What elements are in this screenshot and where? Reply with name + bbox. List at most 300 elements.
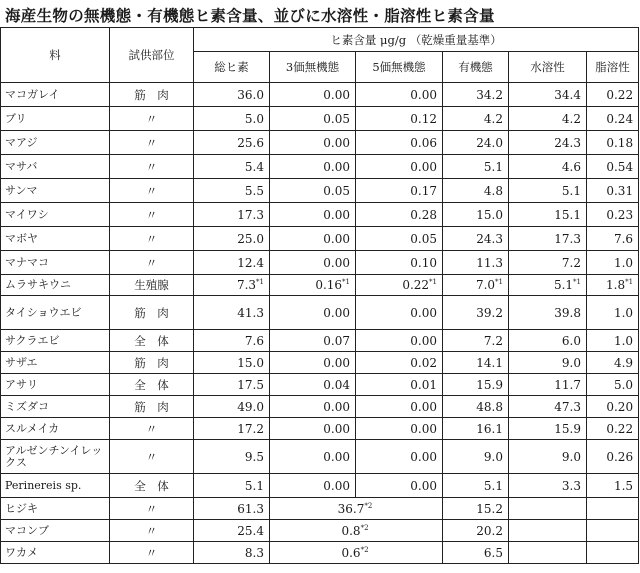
value: 0.24 bbox=[606, 111, 634, 126]
value: 0.16 bbox=[315, 278, 343, 292]
empty-cell bbox=[509, 542, 587, 564]
value: 34.2 bbox=[476, 87, 503, 102]
table-row bbox=[1, 275, 639, 296]
value-cell bbox=[194, 520, 270, 542]
value-cell bbox=[443, 418, 509, 440]
value: 4.8 bbox=[483, 183, 503, 198]
value: 11.3 bbox=[476, 255, 503, 270]
value-cell bbox=[356, 296, 443, 330]
value: 24.3 bbox=[554, 135, 581, 150]
row-name: マイワシ bbox=[1, 203, 110, 227]
value-cell bbox=[509, 107, 587, 131]
table-row bbox=[1, 440, 639, 474]
value: 1.0 bbox=[613, 255, 634, 270]
value-cell bbox=[356, 418, 443, 440]
value: 47.3 bbox=[554, 399, 581, 414]
value-cell bbox=[587, 440, 639, 474]
value-cell bbox=[270, 440, 356, 474]
row-name: アサリ bbox=[1, 374, 110, 396]
value-cell bbox=[509, 275, 587, 296]
header-part: 試供部位 bbox=[110, 28, 194, 83]
value: 15.1 bbox=[554, 207, 581, 222]
empty-cell bbox=[587, 520, 639, 542]
value-cell bbox=[194, 107, 270, 131]
value-cell bbox=[443, 396, 509, 418]
value: 0.06 bbox=[410, 135, 437, 150]
value: 16.1 bbox=[476, 421, 503, 436]
value: 5.5 bbox=[244, 183, 264, 198]
footnote-mark: *1 bbox=[495, 278, 503, 286]
table-row bbox=[1, 107, 639, 131]
footnote-mark: *1 bbox=[429, 278, 437, 286]
table-row bbox=[1, 418, 639, 440]
value-cell bbox=[509, 330, 587, 352]
value: 5.1 bbox=[561, 183, 581, 198]
value: 15.2 bbox=[476, 501, 503, 516]
value-cell bbox=[587, 418, 639, 440]
value: 6.5 bbox=[483, 545, 503, 560]
value-cell bbox=[587, 203, 639, 227]
value-cell bbox=[194, 498, 270, 520]
value-cell bbox=[194, 227, 270, 251]
table-row bbox=[1, 352, 639, 374]
footnote-mark: *2 bbox=[360, 545, 369, 554]
table-body bbox=[1, 83, 639, 564]
value: 7.3 bbox=[236, 278, 257, 292]
value: 7.2 bbox=[483, 333, 503, 348]
value-cell bbox=[509, 374, 587, 396]
value-cell bbox=[356, 203, 443, 227]
value-cell bbox=[443, 227, 509, 251]
empty-cell bbox=[587, 542, 639, 564]
value: 0.00 bbox=[410, 333, 437, 348]
row-name: ヒジキ bbox=[1, 498, 110, 520]
value: 12.4 bbox=[237, 255, 264, 270]
value: 0.8 bbox=[341, 523, 361, 538]
value: 34.4 bbox=[554, 87, 581, 102]
value-cell bbox=[509, 203, 587, 227]
value: 24.0 bbox=[476, 135, 503, 150]
value: 25.0 bbox=[237, 231, 264, 246]
value-cell bbox=[194, 203, 270, 227]
value: 5.1 bbox=[483, 478, 503, 493]
value: 0.28 bbox=[410, 207, 437, 222]
value-cell bbox=[270, 155, 356, 179]
value-cell bbox=[270, 227, 356, 251]
value: 0.00 bbox=[323, 159, 350, 174]
value-cell bbox=[587, 296, 639, 330]
value-cell bbox=[270, 251, 356, 275]
value: 0.00 bbox=[323, 449, 350, 464]
row-name: アルゼンチンイレックス bbox=[1, 440, 110, 474]
value: 0.07 bbox=[323, 333, 350, 348]
row-part: 全 体 bbox=[110, 474, 194, 498]
empty-cell bbox=[509, 498, 587, 520]
table-row bbox=[1, 227, 639, 251]
value: 7.6 bbox=[244, 333, 264, 348]
value: 9.0 bbox=[561, 449, 581, 464]
value-cell bbox=[509, 131, 587, 155]
value: 1.5 bbox=[613, 478, 634, 493]
header-arsenic-group: ヒ素含量 μg/g （乾燥重量基準） bbox=[194, 28, 639, 52]
value: 0.00 bbox=[410, 421, 437, 436]
value-cell bbox=[443, 296, 509, 330]
value: 36.0 bbox=[237, 87, 264, 102]
value: 0.17 bbox=[410, 183, 437, 198]
value-cell bbox=[194, 396, 270, 418]
row-name: マボヤ bbox=[1, 227, 110, 251]
value: 0.20 bbox=[606, 399, 634, 414]
row-part: 〃 bbox=[110, 131, 194, 155]
value: 9.5 bbox=[244, 449, 264, 464]
value: 24.3 bbox=[476, 231, 503, 246]
value-cell bbox=[194, 155, 270, 179]
value-cell bbox=[509, 418, 587, 440]
value-cell bbox=[356, 155, 443, 179]
value-cell bbox=[194, 83, 270, 107]
value-cell bbox=[443, 542, 509, 564]
value-cell bbox=[443, 275, 509, 296]
value-cell bbox=[509, 155, 587, 179]
value: 0.18 bbox=[606, 135, 634, 150]
table-row bbox=[1, 155, 639, 179]
value-cell bbox=[356, 374, 443, 396]
value: 15.9 bbox=[476, 377, 503, 392]
value-cell bbox=[270, 83, 356, 107]
value: 0.00 bbox=[323, 421, 350, 436]
value-cell bbox=[194, 330, 270, 352]
value-cell bbox=[509, 296, 587, 330]
value: 20.2 bbox=[476, 523, 503, 538]
value-cell bbox=[587, 179, 639, 203]
value: 7.2 bbox=[561, 255, 581, 270]
value: 39.2 bbox=[476, 305, 503, 320]
value-cell bbox=[356, 131, 443, 155]
value: 15.9 bbox=[554, 421, 581, 436]
value-cell bbox=[194, 440, 270, 474]
table-row bbox=[1, 203, 639, 227]
value: 17.2 bbox=[237, 421, 264, 436]
value-cell bbox=[443, 83, 509, 107]
footnote-mark: *2 bbox=[364, 501, 373, 510]
row-part: 〃 bbox=[110, 203, 194, 227]
row-part: 全 体 bbox=[110, 330, 194, 352]
value-cell bbox=[443, 330, 509, 352]
value-cell bbox=[194, 542, 270, 564]
value-cell bbox=[356, 107, 443, 131]
table-row bbox=[1, 474, 639, 498]
row-part: 全 体 bbox=[110, 374, 194, 396]
value-cell bbox=[270, 107, 356, 131]
header-material: 料 bbox=[1, 28, 110, 83]
value: 0.22 bbox=[402, 278, 430, 292]
value: 0.00 bbox=[323, 87, 350, 102]
value: 0.00 bbox=[323, 305, 350, 320]
row-part: 筋 肉 bbox=[110, 396, 194, 418]
value-cell bbox=[587, 474, 639, 498]
value-cell bbox=[443, 440, 509, 474]
row-part: 〃 bbox=[110, 107, 194, 131]
row-part: 〃 bbox=[110, 542, 194, 564]
value-cell bbox=[587, 155, 639, 179]
value-cell bbox=[587, 396, 639, 418]
value: 49.0 bbox=[237, 399, 264, 414]
row-part: 〃 bbox=[110, 418, 194, 440]
table-row bbox=[1, 296, 639, 330]
value-cell bbox=[443, 155, 509, 179]
value-cell bbox=[356, 440, 443, 474]
value: 0.00 bbox=[323, 399, 350, 414]
value-cell bbox=[270, 396, 356, 418]
value-cell bbox=[587, 352, 639, 374]
table-row bbox=[1, 498, 639, 520]
header-col: 3価無機態 bbox=[270, 52, 356, 83]
value: 0.22 bbox=[606, 87, 634, 102]
value-cell bbox=[270, 131, 356, 155]
table-row bbox=[1, 396, 639, 418]
value: 0.10 bbox=[410, 255, 437, 270]
value: 0.00 bbox=[323, 135, 350, 150]
table-row bbox=[1, 330, 639, 352]
value-cell bbox=[443, 179, 509, 203]
value: 0.05 bbox=[323, 183, 350, 198]
value-cell bbox=[356, 227, 443, 251]
value-cell bbox=[194, 296, 270, 330]
table-row bbox=[1, 131, 639, 155]
value: 48.8 bbox=[476, 399, 503, 414]
empty-cell bbox=[509, 520, 587, 542]
value-cell bbox=[509, 396, 587, 418]
row-name: ムラサキウニ bbox=[1, 275, 110, 296]
table-row bbox=[1, 179, 639, 203]
value: 11.7 bbox=[554, 377, 581, 392]
value-cell bbox=[587, 330, 639, 352]
table-row bbox=[1, 374, 639, 396]
value-cell bbox=[270, 474, 356, 498]
row-name: サクラエビ bbox=[1, 330, 110, 352]
row-part: 筋 肉 bbox=[110, 296, 194, 330]
row-name: マコンブ bbox=[1, 520, 110, 542]
value: 0.00 bbox=[410, 159, 437, 174]
value-cell bbox=[587, 374, 639, 396]
inorganic-merged-cell bbox=[270, 498, 443, 520]
value: 3.3 bbox=[561, 478, 581, 493]
value: 1.8 bbox=[606, 278, 626, 292]
value: 0.22 bbox=[606, 421, 634, 436]
value-cell bbox=[443, 251, 509, 275]
header-col: 水溶性 bbox=[509, 52, 587, 83]
value: 17.5 bbox=[237, 377, 264, 392]
value-cell bbox=[356, 275, 443, 296]
value: 39.8 bbox=[554, 305, 581, 320]
value: 0.05 bbox=[323, 111, 350, 126]
row-part: 〃 bbox=[110, 520, 194, 542]
value-cell bbox=[356, 352, 443, 374]
value-cell bbox=[270, 275, 356, 296]
value-cell bbox=[194, 418, 270, 440]
value: 5.4 bbox=[244, 159, 264, 174]
header-col: 5価無機態 bbox=[356, 52, 443, 83]
value-cell bbox=[587, 131, 639, 155]
row-name: Perinereis sp. bbox=[1, 474, 110, 498]
value: 25.4 bbox=[237, 523, 264, 538]
value-cell bbox=[509, 227, 587, 251]
row-part: 〃 bbox=[110, 440, 194, 474]
row-name: スルメイカ bbox=[1, 418, 110, 440]
value-cell bbox=[443, 131, 509, 155]
row-part: 〃 bbox=[110, 155, 194, 179]
value-cell bbox=[509, 179, 587, 203]
row-name: サザエ bbox=[1, 352, 110, 374]
value-cell bbox=[270, 330, 356, 352]
footnote-mark: *1 bbox=[625, 278, 634, 286]
value: 0.05 bbox=[410, 231, 437, 246]
value-cell bbox=[587, 227, 639, 251]
value: 0.12 bbox=[410, 111, 437, 126]
value: 41.3 bbox=[237, 305, 264, 320]
value: 7.6 bbox=[613, 231, 634, 246]
value: 25.6 bbox=[237, 135, 264, 150]
value: 0.26 bbox=[606, 449, 634, 464]
row-part: 生殖腺 bbox=[110, 275, 194, 296]
row-part: 〃 bbox=[110, 227, 194, 251]
value-cell bbox=[443, 520, 509, 542]
value-cell bbox=[194, 352, 270, 374]
value: 5.1 bbox=[244, 478, 264, 493]
value-cell bbox=[194, 179, 270, 203]
value-cell bbox=[356, 179, 443, 203]
inorganic-merged-cell bbox=[270, 542, 443, 564]
row-name: サンマ bbox=[1, 179, 110, 203]
value-cell bbox=[509, 352, 587, 374]
value-cell bbox=[194, 251, 270, 275]
value: 4.2 bbox=[483, 111, 503, 126]
table-row bbox=[1, 251, 639, 275]
value: 0.04 bbox=[323, 377, 350, 392]
page-title: 海産生物の無機態・有機態ヒ素含量、並びに水溶性・脂溶性ヒ素含量 bbox=[5, 6, 495, 25]
value: 17.3 bbox=[554, 231, 581, 246]
footnote-mark: *2 bbox=[360, 523, 369, 532]
footnote-mark: *1 bbox=[342, 278, 350, 286]
row-name: マナマコ bbox=[1, 251, 110, 275]
value-cell bbox=[194, 474, 270, 498]
value-cell bbox=[194, 275, 270, 296]
value-cell bbox=[270, 352, 356, 374]
value-cell bbox=[443, 352, 509, 374]
value: 4.6 bbox=[561, 159, 581, 174]
header-col: 脂溶性 bbox=[587, 52, 639, 83]
value-cell bbox=[356, 396, 443, 418]
value-cell bbox=[194, 131, 270, 155]
header-col: 総ヒ素 bbox=[194, 52, 270, 83]
value-cell bbox=[443, 474, 509, 498]
table-row bbox=[1, 83, 639, 107]
row-part: 筋 肉 bbox=[110, 83, 194, 107]
value: 0.00 bbox=[323, 207, 350, 222]
value-cell bbox=[443, 203, 509, 227]
table-row bbox=[1, 542, 639, 564]
value: 9.0 bbox=[483, 449, 503, 464]
value: 4.9 bbox=[613, 355, 634, 370]
value: 0.00 bbox=[410, 478, 437, 493]
row-name: タイショウエビ bbox=[1, 296, 110, 330]
value: 7.0 bbox=[475, 278, 496, 292]
value-cell bbox=[194, 374, 270, 396]
value: 15.0 bbox=[237, 355, 264, 370]
value: 15.0 bbox=[476, 207, 503, 222]
value: 0.00 bbox=[410, 449, 437, 464]
value-cell bbox=[443, 498, 509, 520]
value: 5.0 bbox=[613, 377, 634, 392]
value: 0.00 bbox=[323, 231, 350, 246]
value: 0.00 bbox=[323, 478, 350, 493]
value-cell bbox=[509, 83, 587, 107]
value: 5.1 bbox=[483, 159, 503, 174]
value: 1.0 bbox=[613, 305, 634, 320]
value-cell bbox=[356, 83, 443, 107]
footnote-mark: *1 bbox=[573, 278, 581, 286]
value-cell bbox=[587, 251, 639, 275]
value-cell bbox=[356, 474, 443, 498]
value: 5.1 bbox=[553, 278, 574, 292]
row-part: 〃 bbox=[110, 498, 194, 520]
footnote-mark: *1 bbox=[256, 278, 264, 286]
value-cell bbox=[509, 440, 587, 474]
value-cell bbox=[509, 474, 587, 498]
row-name: マアジ bbox=[1, 131, 110, 155]
value: 0.01 bbox=[410, 377, 437, 392]
row-name: ブリ bbox=[1, 107, 110, 131]
row-name: マサバ bbox=[1, 155, 110, 179]
value: 0.23 bbox=[606, 207, 634, 222]
value: 0.31 bbox=[606, 183, 634, 198]
value-cell bbox=[443, 374, 509, 396]
value: 0.54 bbox=[606, 159, 634, 174]
value: 9.0 bbox=[561, 355, 581, 370]
value: 14.1 bbox=[476, 355, 503, 370]
value-cell bbox=[270, 374, 356, 396]
value: 0.00 bbox=[410, 87, 437, 102]
value: 4.2 bbox=[561, 111, 581, 126]
value-cell bbox=[587, 107, 639, 131]
value-cell bbox=[509, 251, 587, 275]
value: 1.0 bbox=[613, 333, 634, 348]
row-name: ワカメ bbox=[1, 542, 110, 564]
value-cell bbox=[587, 275, 639, 296]
value: 0.6 bbox=[341, 545, 361, 560]
empty-cell bbox=[587, 498, 639, 520]
value: 36.7 bbox=[337, 501, 365, 516]
table-row bbox=[1, 520, 639, 542]
row-part: 筋 肉 bbox=[110, 352, 194, 374]
value: 5.0 bbox=[244, 111, 264, 126]
value: 8.3 bbox=[244, 545, 264, 560]
value-cell bbox=[270, 296, 356, 330]
value-cell bbox=[356, 251, 443, 275]
value-cell bbox=[356, 330, 443, 352]
value-cell bbox=[587, 83, 639, 107]
header-col: 有機態 bbox=[443, 52, 509, 83]
value: 0.00 bbox=[323, 255, 350, 270]
value: 0.02 bbox=[410, 355, 437, 370]
row-part: 〃 bbox=[110, 179, 194, 203]
value: 17.3 bbox=[237, 207, 264, 222]
row-name: ミズダコ bbox=[1, 396, 110, 418]
value: 0.00 bbox=[323, 355, 350, 370]
inorganic-merged-cell bbox=[270, 520, 443, 542]
value-cell bbox=[270, 418, 356, 440]
value: 61.3 bbox=[237, 501, 264, 516]
